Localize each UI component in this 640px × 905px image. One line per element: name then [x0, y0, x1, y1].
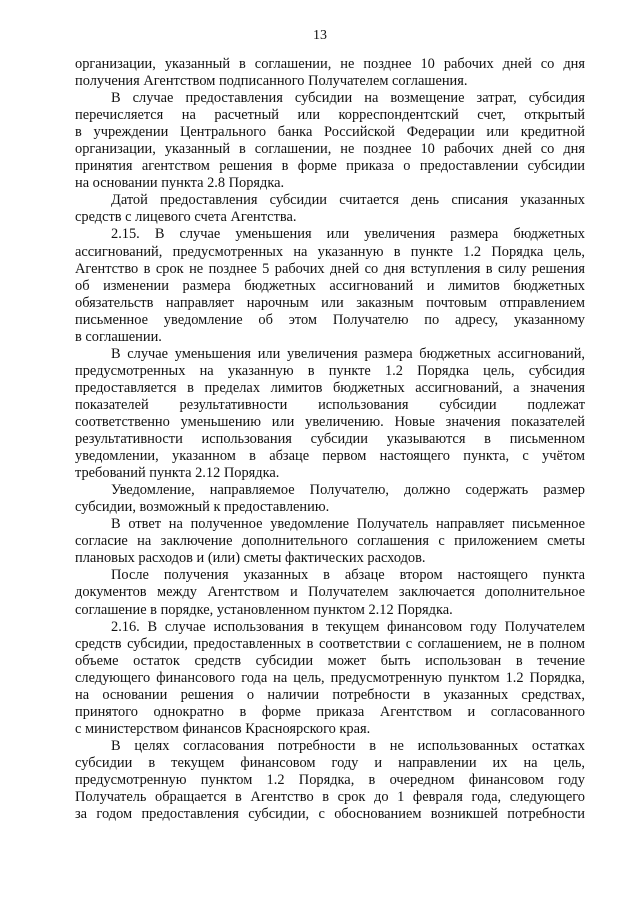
text-line: документов между Агентством и Получателем заключается дополнительное: [75, 584, 585, 601]
page-number: 13: [313, 28, 327, 43]
text-line: 2.15. В случае уменьшения или увеличения размера бюджетных: [111, 226, 585, 243]
text-line: следующего финансового года на цель, предусмотренную пунктом 1.2 Порядка,: [75, 669, 585, 686]
text-line: объеме остаток средств субсидии может быть использован в течение: [75, 652, 585, 669]
text-line: принятого однократно в форме приказа Агентством и согласованного: [75, 703, 585, 720]
text-line: предоставляется в пределах лимитов бюджетных ассигнований, а значения: [75, 379, 585, 396]
text-line: предусмотренных на указанную в пункте 1.2 Порядка цель, субсидия: [75, 362, 585, 379]
text-line: организации, указанный в соглашении, не позднее 10 рабочих дней со дня: [75, 141, 585, 158]
text-line: в соглашении.: [75, 328, 162, 345]
text-line: согласие на заключение дополнительного соглашения с приложением сметы: [75, 533, 585, 550]
text-line: письменное уведомление об этом Получателю по адресу, указанному: [75, 311, 585, 328]
text-line: В случае предоставления субсидии на возмещение затрат, субсидия: [111, 90, 585, 107]
text-line: средств субсидии, предоставленных в соответствии с соглашением, не в полном: [75, 635, 585, 652]
text-line: Получатель обращается в Агентство в срок до 1 февраля года, следующего: [75, 789, 585, 806]
text-line: на основании решения о наличии потребности в указанных средствах,: [75, 686, 585, 703]
text-line: показателей результативности использования субсидии подлежат: [75, 396, 585, 413]
text-line: организации, указанный в соглашении, не позднее 10 рабочих дней со дня: [75, 56, 585, 72]
text-line: Уведомление, направляемое Получателю, должно содержать размер: [111, 482, 585, 499]
text-line: предусмотренную пунктом 1.2 Порядка, в очередном финансовом году: [75, 771, 585, 788]
text-line: субсидии, возможный к предоставлению.: [75, 499, 330, 516]
text-line: соответственно уменьшению или увеличению. Новые значения показателей: [75, 413, 585, 430]
document-body: [75, 56, 585, 823]
text-line: ассигнований, предусмотренных на указанную в пункте 1.2 Порядка цель,: [75, 243, 585, 260]
text-line: получения Агентством подписанного Получателем соглашения.: [75, 73, 468, 90]
text-line: средств с лицевого счета Агентства.: [75, 209, 297, 226]
text-line: В целях согласования потребности в не использованных остатках: [111, 737, 585, 754]
text-line: результативности использования субсидии указываются в письменном: [75, 431, 585, 448]
text-line: обязательств направляет нарочным или заказным почтовым отправлением: [75, 294, 585, 311]
text-line: соглашение в порядке, установленном пунктом 2.12 Порядка.: [75, 601, 453, 618]
text-line: В ответ на полученное уведомление Получатель направляет письменное: [111, 516, 585, 533]
text-line: плановых расходов и (или) сметы фактических расходов.: [75, 550, 426, 567]
text-line: В случае уменьшения или увеличения размера бюджетных ассигнований,: [111, 345, 585, 362]
text-line: об изменении размера бюджетных ассигнований и лимитов бюджетных: [75, 277, 585, 294]
text-line: с министерством финансов Красноярского края.: [75, 720, 371, 737]
text-line: перечисляется на расчетный или корреспондентский счет, открытый: [75, 107, 585, 124]
text-line: на основании пункта 2.8 Порядка.: [75, 175, 285, 192]
text-line: принятия агентством решения в форме приказа о предоставлении субсидии: [75, 158, 585, 175]
text-line: требований пункта 2.12 Порядка.: [75, 465, 280, 482]
text-line: Датой предоставления субсидии считается день списания указанных: [111, 192, 585, 209]
text-line: субсидии в текущем финансовом году и направлении их на цель,: [75, 754, 585, 771]
text-line: После получения указанных в абзаце втором настоящего пункта: [111, 567, 585, 584]
text-line: Агентство в срок не позднее 5 рабочих дней со дня вступления в силу решения: [75, 260, 585, 277]
text-line: 2.16. В случае использования в текущем финансовом году Получателем: [111, 618, 585, 635]
text-line: в учреждении Центрального банка Российской Федерации или кредитной: [75, 124, 585, 141]
text-line: уведомлении, указанном в абзаце первом настоящего пункта, с учётом: [75, 448, 585, 465]
text-line: за годом предоставления субсидии, с обоснованием возникшей потребности: [75, 806, 585, 823]
